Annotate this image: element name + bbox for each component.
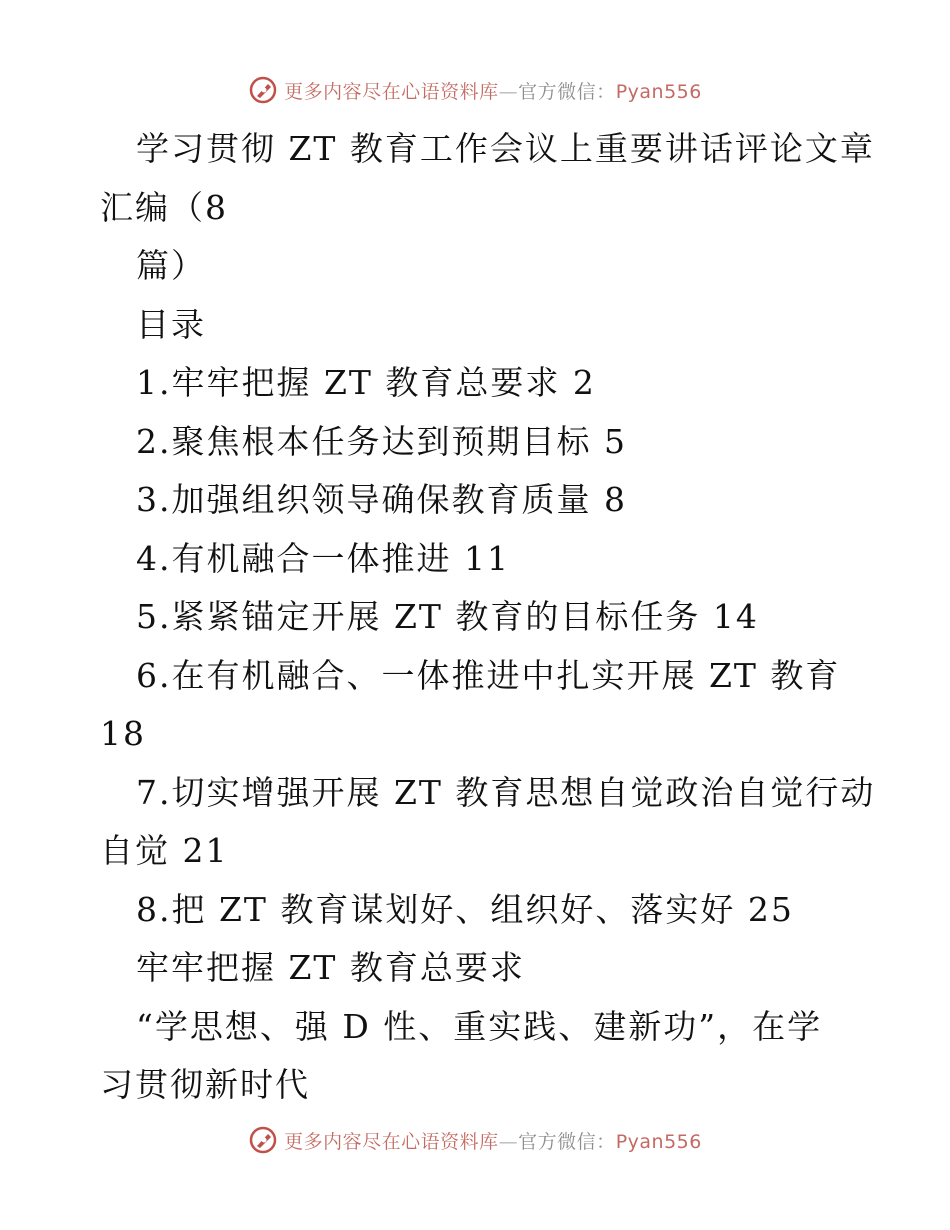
- document-line: 7.切实增强开展 ZT 教育思想自觉政治自觉行动: [136, 772, 876, 812]
- document-line: 习贯彻新时代: [100, 1065, 310, 1104]
- header-watermark-banner: [0, 70, 950, 110]
- document-line: 5.紧紧锚定开展 ZT 教育的目标任务 14: [136, 597, 759, 636]
- document-line: 1.牢牢把握 ZT 教育总要求 2: [136, 363, 596, 402]
- banner-separator: —: [498, 1130, 519, 1153]
- banner-slogan: 更多内容尽在心语资料库: [284, 80, 499, 103]
- document-line: 汇编（8: [100, 187, 228, 227]
- banner-text: [284, 77, 702, 104]
- document-line: 目录: [136, 304, 206, 344]
- document-line: 4.有机融合一体推进 11: [136, 538, 510, 578]
- document-line: 学习贯彻 ZT 教育工作会议上重要讲话评论文章: [136, 129, 875, 168]
- banner-separator: —: [498, 80, 519, 103]
- document-line: 篇）: [136, 246, 206, 285]
- footer-watermark-banner: [0, 1120, 950, 1160]
- document-line: 2.聚焦根本任务达到预期目标 5: [136, 421, 627, 461]
- pen-logo-icon: [248, 1125, 278, 1155]
- banner-text: [284, 1127, 702, 1154]
- document-line: “学思想、强 D 性、重实践、建新功”，在学: [136, 1006, 823, 1046]
- banner-wechat-label: 官方微信：: [518, 80, 616, 103]
- banner-wechat-label: 官方微信：: [518, 1130, 616, 1153]
- document-line: 18: [100, 714, 146, 753]
- banner-wechat-id: Pyan556: [615, 80, 702, 103]
- document-line: 牢牢把握 ZT 教育总要求: [136, 948, 525, 987]
- document-body: [100, 120, 876, 1115]
- pen-logo-icon: [248, 75, 278, 105]
- document-line: 自觉 21: [100, 831, 229, 870]
- banner-wechat-id: Pyan556: [615, 1130, 702, 1153]
- document-line: 6.在有机融合、一体推进中扎实开展 ZT 教育: [136, 655, 841, 695]
- document-line: 3.加强组织领导确保教育质量 8: [136, 480, 627, 519]
- document-line: 8.把 ZT 教育谋划好、组织好、落实好 25: [136, 889, 794, 929]
- banner-slogan: 更多内容尽在心语资料库: [284, 1130, 499, 1153]
